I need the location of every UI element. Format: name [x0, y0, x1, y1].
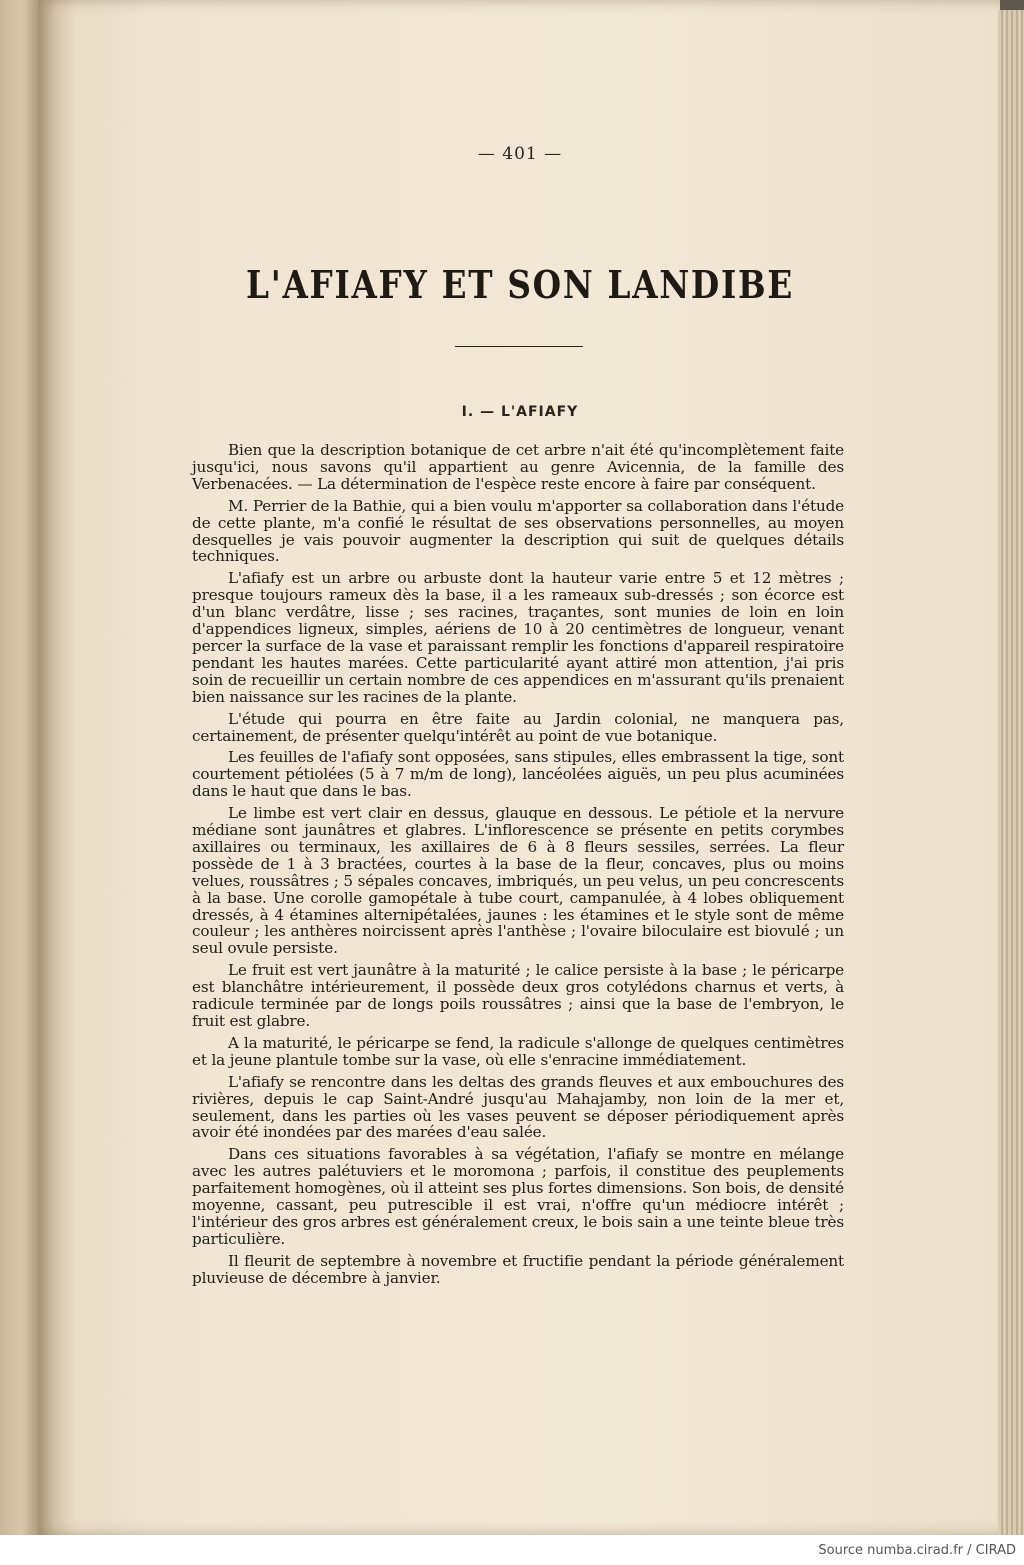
paragraph: Dans ces situations favorables à sa végétation, l'afiafy se montre en mélange avec les autres palétuviers et le moromona ; parfois, il constitue des peuplements parfaitement homogènes, où il atteint ses plus fortes dimensions. Son bois, de densité moyenne, cassant, peu putrescible il est vrai, n'offre qu'un médiocre intérêt ; l'intérieur des gros arbres est généralement creux, le bois sain a une teinte bleue très particulière.	[192, 1145, 844, 1248]
paragraph: Le fruit est vert jaunâtre à la maturité ; le calice persiste à la base ; le péricarpe est blanchâtre intérieurement, il possède deux gros cotylédons charnus et verts, à radicule terminée par de longs poils roussâtres ; ainsi que la base de l'embryon, le fruit est glabre.	[192, 961, 844, 1030]
page-number: — 401 —	[477, 144, 563, 164]
previous-page-edge	[0, 0, 40, 1535]
source-credit: Source numba.cirad.fr / CIRAD	[818, 1543, 1016, 1558]
paragraph: M. Perrier de la Bathie, qui a bien voulu m'apporter sa collaboration dans l'étude de cette plante, m'a confié le résultat de ses observations personnelles, au moyen desquelles je vais pouvoir augmenter la description qui suit de quelques détails techniques.	[192, 496, 844, 566]
paragraph: A la maturité, le péricarpe se fend, la radicule s'allonge de quelques centimètres et la jeune plantule tombe sur la vase, où elle s'enracine immédiatement.	[192, 1033, 844, 1069]
article-title: L'AFIAFY ET SON LANDIBE	[246, 262, 794, 307]
paragraph: Les feuilles de l'afiafy sont opposées, sans stipules, elles embrassent la tige, sont courtement pétiolées (5 à 7 m/m de long), lancéolées aiguës, un peu plus acuminées dans le haut que dans le bas.	[192, 748, 844, 801]
paragraph: L'afiafy se rencontre dans les deltas des grands fleuves et aux embouchures des rivières, depuis le cap Saint-André jusqu'au Mahajamby, non loin de la mer et, seulement, dans les parties où les vases peuvent se déposer périodiquement après avoir été inondées par des marées d'eau salée.	[192, 1072, 844, 1142]
paragraph: L'étude qui pourra en être faite au Jardin colonial, ne manquera pas, certainement, de présenter quelqu'intérêt au point de vue botanique.	[192, 709, 844, 745]
article-body	[192, 442, 844, 1292]
paragraph: Le limbe est vert clair en dessus, glauque en dessous. Le pétiole et la nervure médiane sont jaunâtres et glabres. L'inflorescence se présente en petits corymbes axillaires ou terminaux, les axillaires de 6 à 8 fleurs sessiles, serrées. La fleur possède de 1 à 3 bractées, courtes à la base de la fleur, concaves, plus ou moins velues, roussâtres ; 5 sépales concaves, imbriqués, un peu velus, un peu concrescents à la base. Une corolle gamopétale à tube court, campanulée, à 4 lobes obliquement dressés, à 4 étamines alternipétalées, jaunes : les étamines et le style sont de même couleur ; les anthères noircissent après l'anthèse ; l'ovaire biloculaire est biovulé ; un seul ovule persiste.	[192, 804, 844, 958]
paragraph: L'afiafy est un arbre ou arbuste dont la hauteur varie entre 5 et 12 mètres ; presque toujours rameux dès la base, il a les rameaux sub-dressés ; son écorce est d'un blanc verdâtre, lisse ; ses racines, traçantes, sont munies de loin en loin d'appendices ligneux, simples, aériens de 10 à 20 centimètres de longueur, venant percer la surface de la vase et paraissant remplir les fonctions d'appareil respiratoire pendant les hautes marées. Cette particularité ayant attiré mon attention, j'ai pris soin de recueillir un certain nombre de ces appendices en m'assurant qu'ils prenaient bien naissance sur les racines de la plante.	[192, 569, 844, 706]
paragraph: Il fleurit de septembre à novembre et fructifie pendant la période généralement pluvieuse de décembre à janvier.	[192, 1251, 844, 1287]
section-heading: I. — L'AFIAFY	[461, 404, 579, 420]
paragraph: Bien que la description botanique de cet arbre n'ait été qu'incomplètement faite jusqu'ici, nous savons qu'il appartient au genre Avicennia, de la famille des Verbenacées. — La détermination de l'espèce reste encore à faire par conséquent.	[192, 441, 844, 493]
title-divider	[455, 346, 583, 347]
page-stack-edge	[998, 10, 1024, 1535]
